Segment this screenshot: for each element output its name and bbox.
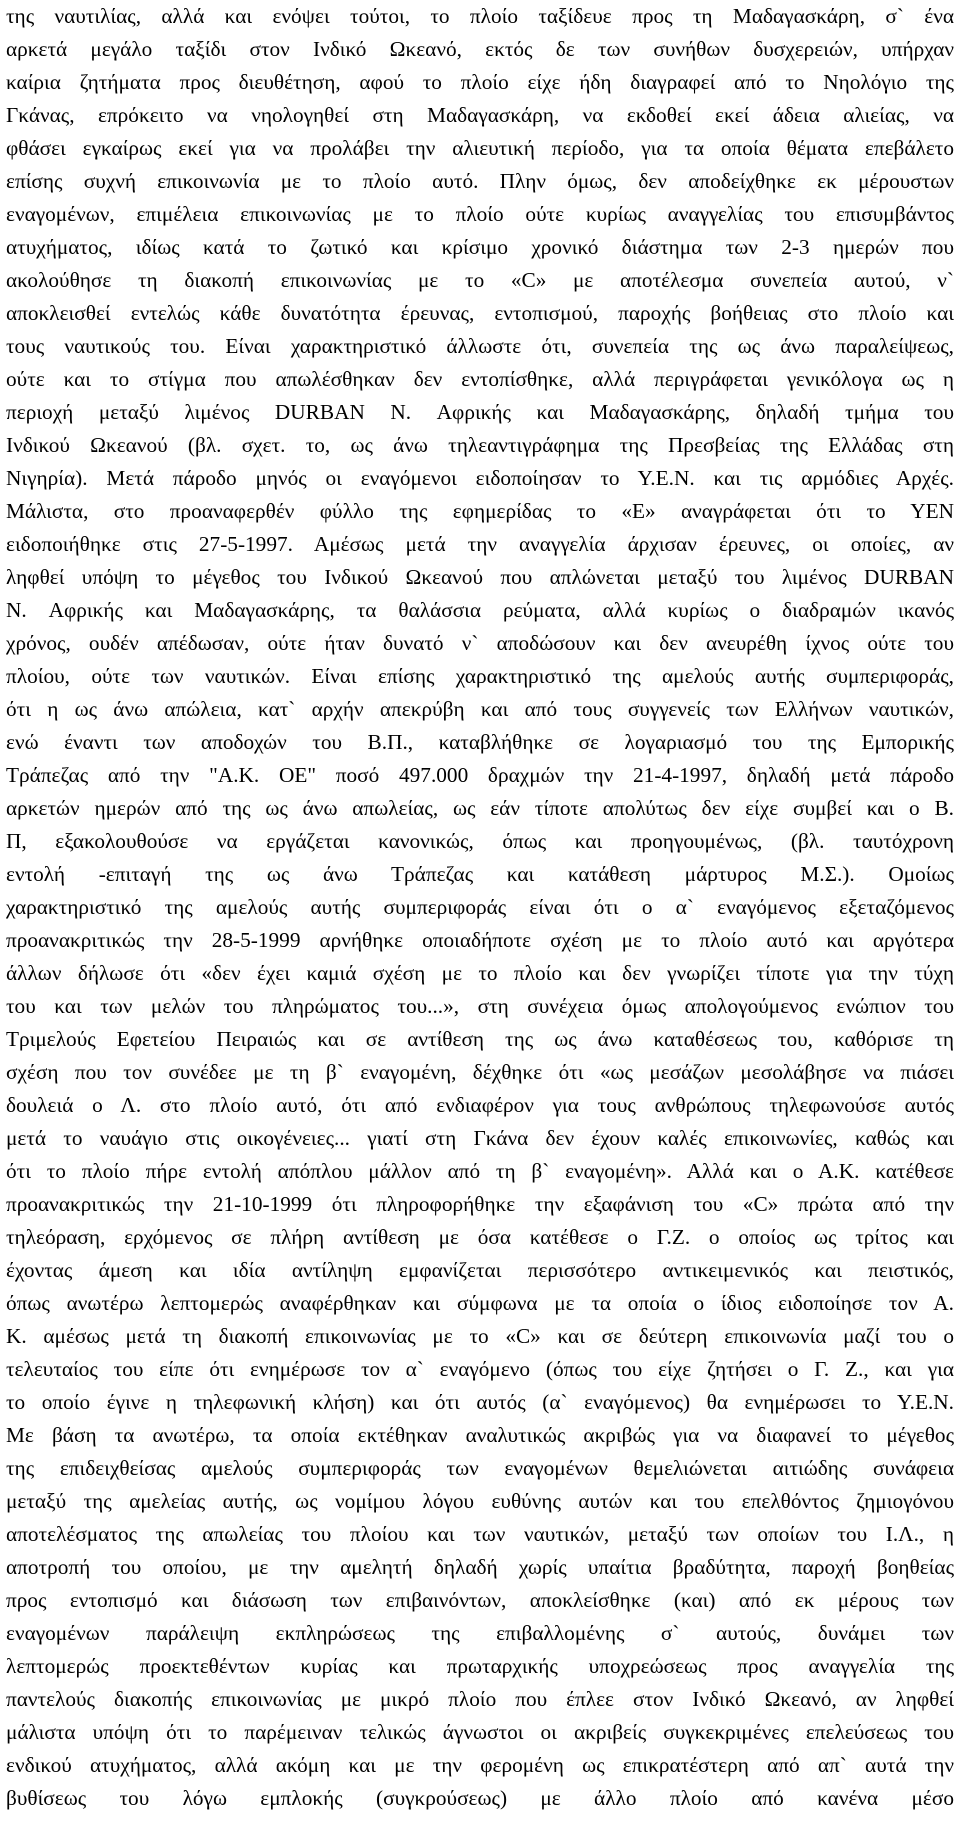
text-line: προανακριτικώς την 28-5-1999 αρνήθηκε οποιαδήποτε σχέση με το πλοίο αυτό και αργότερα bbox=[6, 928, 954, 952]
text-line: πλοίου, ούτε των ναυτικών. Είναι επίσης χαρακτηριστικό της αμελούς αυτής συμπεριφοράς, bbox=[6, 664, 954, 688]
text-line: έχοντας άμεση και ιδία αντίληψη εμφανίζεται περισσότερο αντικειμενικός και πειστικός, bbox=[6, 1258, 954, 1282]
text-line: αποτροπή του οποίου, με την αμελητή δηλαδή χωρίς υπαίτια βραδύτητα, παροχή βοηθείας bbox=[6, 1555, 954, 1579]
text-line: ενώ έναντι των αποδοχών του Β.Π., καταβλήθηκε σε λογαριασμό του της Εμπορικής bbox=[6, 730, 954, 754]
text-line: ενδικού ατυχήματος, αλλά ακόμη και με την φερομένη ως επικρατέστερη από απ` αυτά την bbox=[6, 1753, 954, 1777]
text-line: επίσης συχνή επικοινωνία με το πλοίο αυτό. Πλην όμως, δεν αποδείχθηκε εκ μέρουστων bbox=[6, 169, 954, 193]
text-line: Ινδικού Ωκεανού (βλ. σχετ. το, ως άνω τηλεαντιγράφημα της Πρεσβείας της Ελλάδας στη bbox=[6, 433, 954, 457]
text-line: αποτελέσματος της απωλείας του πλοίου και των ναυτικών, μεταξύ των οποίων του Ι.Λ., η bbox=[6, 1522, 954, 1546]
text-line: αρκετά μεγάλο ταξίδι στον Ινδικό Ωκεανό, εκτός δε των συνήθων δυσχερειών, υπήρχαν bbox=[6, 37, 954, 61]
text-line: εντολή -επιταγή της ως άνω Τράπεζας και κατάθεση μάρτυρος Μ.Σ.). Ομοίως bbox=[6, 862, 954, 886]
text-line: Μάλιστα, στο προαναφερθέν φύλλο της εφημερίδας το «Ε» αναγράφεται ότι το ΥΕΝ bbox=[6, 499, 954, 523]
text-line: δουλειά ο Λ. στο πλοίο αυτό, ότι από ενδιαφέρον για τους ανθρώπους τηλεφωνούσε αυτός bbox=[6, 1093, 954, 1117]
text-line: Κ. αμέσως μετά τη διακοπή επικοινωνίας με το «C» και σε δεύτερη επικοινωνία μαζί του ο bbox=[6, 1324, 954, 1348]
document-page bbox=[6, 0, 954, 1848]
text-line: του και των μελών του πληρώματος του...», στη συνέχεια όμως απολογούμενος ενώπιον του bbox=[6, 994, 954, 1018]
text-line: περιοχή μεταξύ λιμένος DURBAN N. Αφρικής και Μαδαγασκάρης, δηλαδή τμήμα του bbox=[6, 400, 954, 424]
text-line: σχέση που τον συνέδεε με τη β` εναγομένη, δέχθηκε ότι «ως μεσάζων μεσολάβησε να πιάσει bbox=[6, 1060, 954, 1084]
text-line: προανακριτικώς την 21-10-1999 ότι πληροφορήθηκε την εξαφάνιση του «C» πρώτα από την bbox=[6, 1192, 954, 1216]
text-line: της ναυτιλίας, αλλά και ενόψει τούτοι, το πλοίο ταξίδευε προς τη Μαδαγασκάρη, σ` ένα bbox=[6, 4, 954, 28]
text-line: εναγομένων, επιμέλεια επικοινωνίας με το πλοίο ούτε κυρίως αναγγελίας του επισυμβάντος bbox=[6, 202, 954, 226]
text-line: φθάσει εγκαίρως εκεί για να προλάβει την αλιευτική περίοδο, για τα οποία θέματα επεβάλετο bbox=[6, 136, 954, 160]
text-line: χρόνος, ουδέν απέδωσαν, ούτε ήταν δυνατό ν` αποδώσουν και δεν ανευρέθη ίχνος ούτε του bbox=[6, 631, 954, 655]
text-line: όπως ανωτέρω λεπτομερώς αναφέρθηκαν και σύμφωνα με τα οποία ο ίδιος ειδοποίησε τον Α. bbox=[6, 1291, 954, 1315]
text-line: ότι η ως άνω απώλεια, κατ` αρχήν απεκρύβη και από τους συγγενείς των Ελλήνων ναυτικών, bbox=[6, 697, 954, 721]
text-line: άλλων δήλωσε ότι «δεν έχει καμιά σχέση με το πλοίο και δεν γνωρίζει τίποτε για την τύχη bbox=[6, 961, 954, 985]
text-line: βυθίσεως του λόγω εμπλοκής (συγκρούσεως) με άλλο πλοίο από κανένα μέσο bbox=[6, 1786, 954, 1810]
text-line: ειδοποιήθηκε στις 27-5-1997. Αμέσως μετά την αναγγελία άρχισαν έρευνες, οι οποίες, αν bbox=[6, 532, 954, 556]
text-line: Τράπεζας από την "Α.Κ. ΟΕ" ποσό 497.000 δραχμών την 21-4-1997, δηλαδή μετά πάροδο bbox=[6, 763, 954, 787]
text-line: καίρια ζητήματα προς διευθέτηση, αφού το πλοίο είχε ήδη διαγραφεί από το Νηολόγιο της bbox=[6, 70, 954, 94]
text-line: αρκετών ημερών από της ως άνω απωλείας, ως εάν τίποτε απολύτως δεν είχε συμβεί και ο Β. bbox=[6, 796, 954, 820]
text-line: μάλιστα υπόψη ότι το παρέμειναν τελικώς άγνωστοι οι ακριβείς συγκεκριμένες επελεύσεως του bbox=[6, 1720, 954, 1744]
text-line: αποκλεισθεί εντελώς κάθε δυνατότητα έρευνας, εντοπισμού, παροχής βοήθειας στο πλοίο και bbox=[6, 301, 954, 325]
text-line: ότι το πλοίο πήρε εντολή απόπλου μάλλον από τη β` εναγομένη». Αλλά και ο Α.Κ. κατέθεσε bbox=[6, 1159, 954, 1183]
text-line: ούτε και το στίγμα που απωλέσθηκαν δεν εντοπίσθηκε, αλλά περιγράφεται γενικόλογα ως η bbox=[6, 367, 954, 391]
text-line: εναγομένων παράλειψη εκπληρώσεως της επιβαλλομένης σ` αυτούς, δυνάμει των bbox=[6, 1621, 954, 1645]
text-line: προς εντοπισμό και διάσωση των επιβαινόντων, αποκλείσθηκε (και) από εκ μέρους των bbox=[6, 1588, 954, 1612]
text-line: ληφθεί υπόψη το μέγεθος του Ινδικού Ωκεανού που απλώνεται μεταξύ του λιμένος DURBAN bbox=[6, 565, 954, 589]
text-line: τους ναυτικούς του. Είναι χαρακτηριστικό άλλωστε ότι, συνεπεία της ως άνω παραλείψεως, bbox=[6, 334, 954, 358]
text-line: N. Αφρικής και Μαδαγασκάρης, τα θαλάσσια ρεύματα, αλλά κυρίως ο διαδραμών ικανός bbox=[6, 598, 954, 622]
text-line: τηλεόραση, ερχόμενος σε πλήρη αντίθεση με όσα κατέθεσε ο Γ.Ζ. ο οποίος ως τρίτος και bbox=[6, 1225, 954, 1249]
text-line: Νιγηρία). Μετά πάροδο μηνός οι εναγόμενοι ειδοποίησαν το Υ.Ε.Ν. και τις αρμόδιες Αρχές. bbox=[6, 466, 954, 490]
text-line: ακολούθησε τη διακοπή επικοινωνίας με το «C» με αποτέλεσμα συνεπεία αυτού, ν` bbox=[6, 268, 954, 292]
text-line bbox=[6, 1815, 954, 1848]
text-line: παντελούς διακοπής επικοινωνίας με μικρό πλοίο που έπλεε στον Ινδικό Ωκεανό, αν ληφθεί bbox=[6, 1687, 954, 1711]
text-line: Π, εξακολουθούσε να εργάζεται κανονικώς, όπως και προηγουμένως, (βλ. ταυτόχρονη bbox=[6, 829, 954, 853]
text-line: λεπτομερώς προεκτεθέντων κυρίας και πρωταρχικής υποχρεώσεως προς αναγγελία της bbox=[6, 1654, 954, 1678]
text-line: μεταξύ της αμελείας αυτής, ως νομίμου λόγου ευθύνης αυτών και του επελθόντος ζημιογόνου bbox=[6, 1489, 954, 1513]
text-line: χαρακτηριστικό της αμελούς αυτής συμπεριφοράς είναι ότι ο α` εναγόμενος εξεταζόμενος bbox=[6, 895, 954, 919]
text-line: τελευταίος του είπε ότι ενημέρωσε τον α` εναγόμενο (όπως του είχε ζητήσει ο Γ. Ζ., και για bbox=[6, 1357, 954, 1381]
text-line: της επιδειχθείσας αμελούς συμπεριφοράς των εναγομένων θεμελιώνεται αιτιώδης συνάφεια bbox=[6, 1456, 954, 1480]
text-line: μετά το ναυάγιο στις οικογένειες... γιατί στη Γκάνα δεν έχουν καλές επικοινωνίες, καθώς και bbox=[6, 1126, 954, 1150]
text-line: Με βάση τα ανωτέρω, τα οποία εκτέθηκαν αναλυτικώς ακριβώς για να διαφανεί το μέγεθος bbox=[6, 1423, 954, 1447]
text-line: το οποίο έγινε η τηλεφωνική κλήση) και ότι αυτός (α` εναγόμενος) θα ενημέρωσει το Υ.Ε.Ν. bbox=[6, 1390, 954, 1414]
text-line: ατυχήματος, ιδίως κατά το ζωτικό και κρίσιμο χρονικό διάστημα των 2-3 ημερών που bbox=[6, 235, 954, 259]
text-line: Γκάνας, επρόκειτο να νηολογηθεί στη Μαδαγασκάρη, να εκδοθεί εκεί άδεια αλιείας, να bbox=[6, 103, 954, 127]
text-line: Τριμελούς Εφετείου Πειραιώς και σε αντίθεση της ως άνω καταθέσεως του, καθόρισε τη bbox=[6, 1027, 954, 1051]
